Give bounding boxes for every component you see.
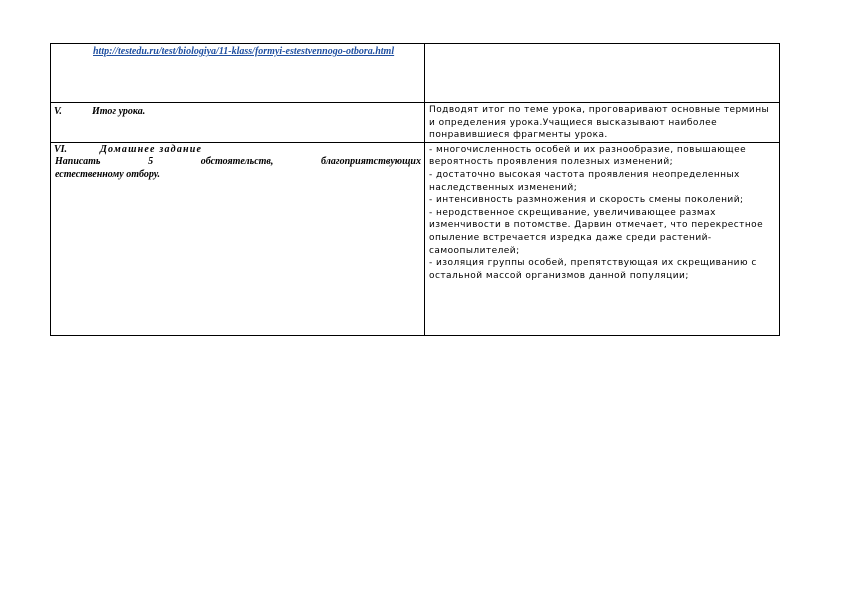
stage-heading: [51, 106, 424, 119]
factor-item: - достаточно высокая частота проявления неопределенных наследственных изменений;: [429, 169, 740, 193]
homework-task-line: [51, 156, 424, 169]
stage-number: V.: [54, 106, 62, 117]
homework-heading: [51, 144, 424, 157]
factor-item: - изоляция группы особей, препятствующая их скрещиванию с остальной массой организмов данной популяции;: [429, 258, 757, 281]
factors-list: [425, 143, 779, 283]
factor-item: - интенсивность размножения и скорость смены поколений;: [429, 195, 744, 206]
factor-item: - неродственное скрещивание, увеличивающее размах изменчивости в потомстве. Дарвин отмечает, что перекрестное опыление встречается изредка даже среди растений-самоопылителей;: [429, 207, 764, 256]
table-row: [51, 103, 780, 143]
link-cell: [51, 44, 425, 103]
lesson-table: [50, 43, 780, 336]
summary-cell: [425, 103, 780, 143]
summary-text: Подводят итог по теме урока, проговаривают основные термины и определения урока.Учащиеся высказывают наиболее понравившиеся фрагменты урока.: [429, 105, 770, 141]
stage-title: Итог урока.: [92, 106, 146, 117]
factors-cell: [425, 142, 780, 335]
factor-item: - многочисленность особей и их разнообразие, повышающее вероятность проявления полезных изменений;: [429, 144, 747, 168]
table-row: [51, 142, 780, 335]
homework-number: VI.: [54, 143, 68, 155]
homework-task-tail: естественному отбору.: [55, 168, 161, 180]
stage-cell: [51, 103, 425, 143]
homework-task-word: обстоятельств,: [200, 156, 274, 168]
homework-task-word: 5: [148, 156, 154, 168]
table-row: [51, 44, 780, 103]
homework-title: Домашнее задание: [100, 143, 203, 155]
resource-link[interactable]: http://testedu.ru/test/biologiya/11-klass/formyi-estestvennogo-otbora.html: [93, 46, 395, 57]
homework-cell: [51, 142, 425, 335]
homework-task-word: благоприятствующих: [321, 156, 421, 168]
homework-task-word: Написать: [55, 156, 101, 168]
empty-cell: [425, 44, 780, 103]
